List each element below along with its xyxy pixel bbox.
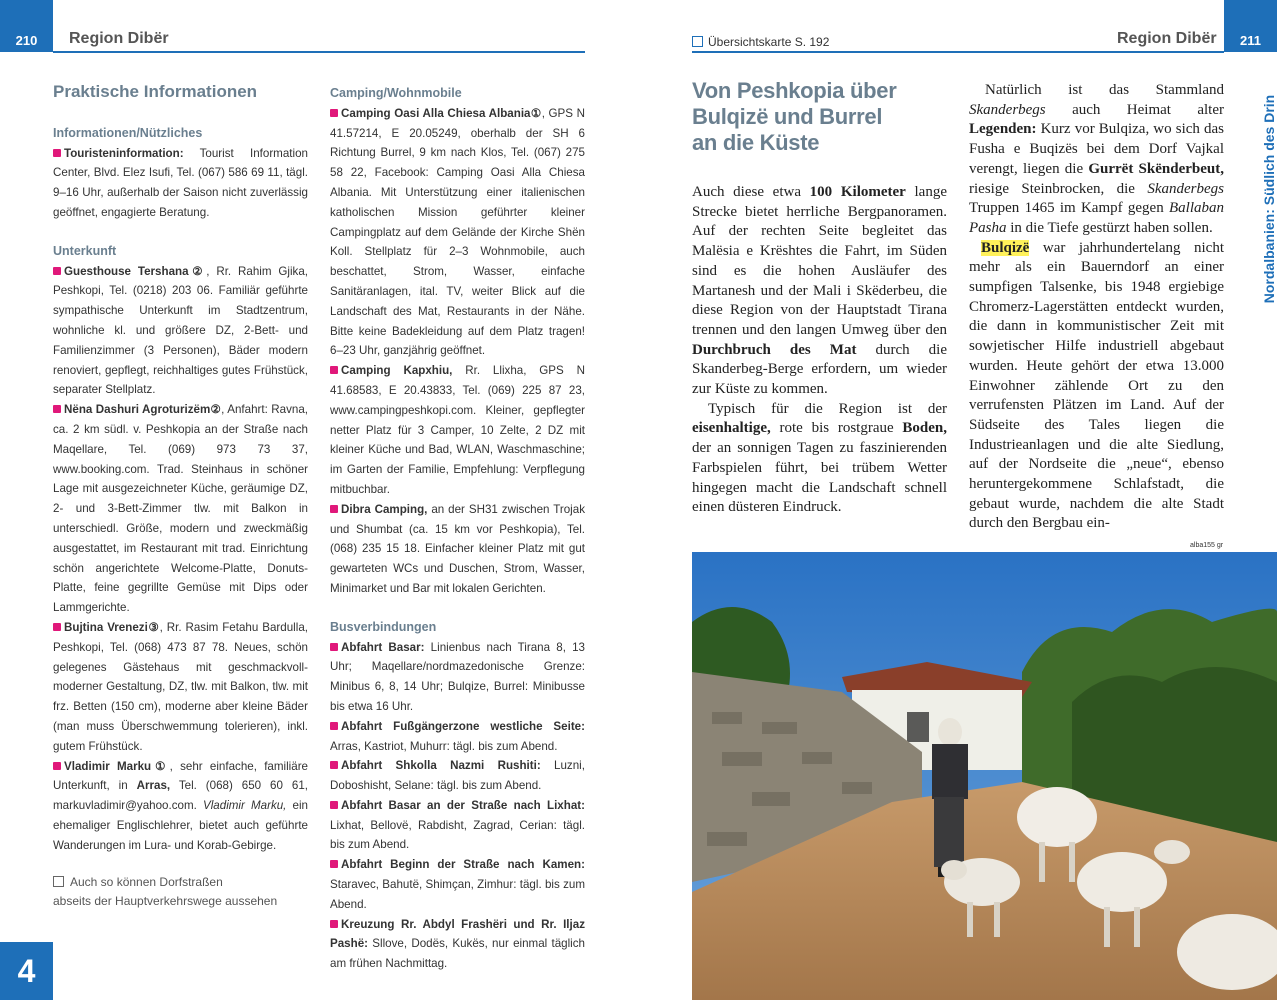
camping-entry: Dibra Camping, an der SH31 zwischen Trojak und Shumbat (ca. 15 km vor Peshkopia), Tel. (068) 235 15 18. Einfacher kleiner Platz mit gut gewarteten WCs und Duschen, Strom, Wasser, Minimarket und Bar mit lokalen Gerichten. <box>330 502 585 595</box>
bus-entry: Abfahrt Shkolla Nazmi Rushiti: Luzni, Doboshisht, Selane: tägl. bis zum Abend. <box>330 759 585 793</box>
bullet-icon <box>53 267 61 275</box>
bullet-icon <box>330 505 338 513</box>
article-paragraph: Bulqizë war jahrhundertelang nicht mehr als ein Bauerndorf an einer sumpfigen Talsenke, bis 1948 ergiebige Chromerz-Lagerstätten entdeckt wurden, die dann in kommunistischer Zeit mit sowjetischer Hilfe industriell abgebaut wurden. Heute gehört der etwa 13.000 Einwohner zählende Ort zu den verrufensten Plätzen im Land. Auf der Südseite des Tales liegen die Industrieanlagen und die alte Siedlung, auf der Nordseite die „neue“, ebenso heruntergekommene Schlafstadt, die gebaut wurde, nachdem die alte Stadt durch den Bergbau ein- <box>969 239 1224 532</box>
lodging-heading: Unterkunft <box>53 243 117 258</box>
bus-entry: Abfahrt Basar an der Straße nach Lixhat: Lixhat, Bellovë, Rabdisht, Zagrad, Cerian: tägl. bis zum Abend. <box>330 798 585 852</box>
bullet-icon <box>330 366 338 374</box>
bus-entry: Abfahrt Basar: Linienbus nach Tirana 8, 13 Uhr; Maqellare/nordmazedonische Grenze: Minibus 6, 8, 14 Uhr; Bulqize, Burrel: Minibusse bis etwa 16 Uhr. <box>330 640 585 713</box>
bullet-icon <box>330 761 338 769</box>
camping-entry: Camping Kapxhiu, Rr. Llixha, GPS N 41.68583, E 20.43833, Tel. (069) 225 87 23, www.campingpeshkopi.com. Kleiner, gepflegter netter Platz für 3 Camper, 10 Zelte, 2 DZ mit kleiner Küche und Bad, WLAN, Waschmaschine; im Garten der Familie, Empfehlung: Verpflegung mitbuchbar. <box>330 364 585 496</box>
bus-heading: Busverbindungen <box>330 619 437 634</box>
info-heading: Informationen/Nützliches <box>53 125 203 140</box>
article-paragraph: Typisch für die Region ist der eisenhaltige, rote bis rostgraue Boden, der an sonnigen Tagen zu faszinierenden Farbspielen führt, bei trübem Wetter hingegen macht die Landschaft schnell einen düsteren Eindruck. <box>692 400 947 516</box>
photo-credit: alba155 gr <box>1190 542 1224 549</box>
lodging-entry: Guesthouse Tershana②, Rr. Rahim Gjika, Peshkopi, Tel. (0218) 203 06. Familiär geführte sympathische Unterkunft im Stadtzentrum, wohnliche kl. und größere DZ, 2-Bett- und Familienzimmer (3 Personen), Bäder modern renoviert, gepflegt, reichhaltiges gutes Frühstück, separater Stellplatz. <box>53 264 308 397</box>
bullet-icon <box>330 920 338 928</box>
bullet-icon <box>53 149 61 157</box>
right-running-head: Region Dibër <box>1117 30 1217 47</box>
article-paragraph: Auch diese etwa 100 Kilometer lange Strecke bietet herrliche Bergpanoramen. Auf der rechten Seite begleitet das Malësia e Krështes die Fahrt, im Süden sind es die hohen Ausläufer des Martanesh und der Mali i Skëderbeu, die diese Region von der Hauptstadt Tirana trennen und den langen Umweg über den Durchbruch des Mat durch die Skanderbeg-Berge erfordern, um wieder zur Küste zu kommen. <box>692 184 947 398</box>
bullet-icon <box>330 801 338 809</box>
lodging-entry: Bujtina Vrenezi③, Rr. Rasim Fetahu Bardulla, Peshkopi, Tel. (068) 473 87 78. Neues, schön gelegenes Gästehaus mit geschmackvoll-moderner Gestaltung, DZ, tlw. mit Balkon, tlw. mit frz. Betten (150 cm), moderne aber kleine Bäder (man muss Überschwemmung tolerieren), inkl. gutem Frühstück. <box>53 620 308 753</box>
right-header-rule <box>692 51 1224 53</box>
overview-map-link[interactable]: Übersichtskarte S. 192 <box>692 35 829 49</box>
highlighted-term: Bulqizë <box>981 239 1030 256</box>
chapter-number-tab: 4 <box>0 942 53 1000</box>
lodging-entry: Nëna Dashuri Agroturizëm②, Anfahrt: Ravna, ca. 2 km südl. v. Peshkopia an der Straße nach Maqellare, Tel. (069) 973 73 37, www.booking.com. Trad. Steinhaus in schöner Lage mit ausgezeichneter Küche, geräumige DZ, 2- und 3-Bett-Zimmer tlw. mit Balkon in unterschiedl. Größe, modern und zweckmäßig ausgestattet, im Restaurant mit trad. Einrichtung schön angerichtete Welcome-Platte, Donuts-Platte, feine gegrillte Gemüse mit Dips oder Lammgerichte. <box>53 403 309 615</box>
info-entry: Touristeninformation: Tourist Information Center, Blvd. Elez Isufi, Tel. (067) 586 69 11, tägl. 9–16 Uhr, außerhalb der Saison nicht zuverlässig geöffnet, engagierte Beratung. <box>53 146 308 219</box>
left-column-1 <box>53 82 308 855</box>
chapter-vertical-title: Nordalbanien: Südlich des Drin <box>1261 94 1277 303</box>
bus-entry: Abfahrt Beginn der Straße nach Kamen: Staravec, Bahutë, Shimçan, Zimhur: tägl. bis zum Abend. <box>330 858 585 911</box>
lodging-entry: Vladimir Marku①, sehr einfache, familiäre Unterkunft, in Arras, Tel. (068) 650 60 61, markuvladimir@yahoo.com. Vladimir Marku, ein ehemaliger Englischlehrer, bietet auch geführte Wanderungen im Lura- und Korab-Gebirge. <box>53 759 309 852</box>
article-title: Von Peshkopia über Bulqizë und Burrel an die Küste <box>692 78 897 155</box>
photo-caption: Auch so können Dorfstraßen abseits der Hauptverkehrswege aussehen <box>53 875 278 908</box>
article-paragraph: Natürlich ist das Stammland Skanderbegs auch Heimat alter Legenden: Kurz vor Bulqiza, wo sich das Fusha e Buqizës bei dem Dorf Vajkal verengt, liegen die Gurrët Skënderbeut, riesige Steinbrocken, die Skanderbegs Truppen 1465 im Kampf gegen Ballaban Pasha in die Tiefe gestürzt haben sollen. <box>969 82 1224 236</box>
bullet-icon <box>53 762 61 770</box>
bullet-icon <box>330 643 338 651</box>
article-column-1 <box>692 183 947 518</box>
left-page-number: 210 <box>0 0 53 52</box>
camping-heading: Camping/Wohnmobile <box>330 86 462 100</box>
bullet-icon <box>330 722 338 730</box>
square-icon <box>692 36 703 47</box>
section-title: Praktische Informationen <box>53 82 258 101</box>
left-header-rule <box>53 51 585 53</box>
article-column-2 <box>969 81 1224 534</box>
bullet-icon <box>53 623 61 631</box>
bullet-icon <box>330 109 338 117</box>
caption-arrow-icon <box>53 876 64 887</box>
bus-entry: Abfahrt Fußgängerzone westliche Seite: Arras, Kastriot, Muhurr: tägl. bis zum Abend. <box>330 719 585 753</box>
left-running-head: Region Dibër <box>69 30 169 47</box>
left-column-2 <box>330 84 585 974</box>
bullet-icon <box>330 860 338 868</box>
bullet-icon <box>53 405 61 413</box>
bus-entry: Kreuzung Rr. Abdyl Frashëri und Rr. Iljaz Pashë: Sllove, Dodës, Kukës, nur einmal täglich am frühen Nachmittag. <box>330 917 585 971</box>
right-page-number: 211 <box>1224 0 1277 52</box>
camping-entry: Camping Oasi Alla Chiesa Albania①, GPS N 41.57214, E 20.05249, oberhalb der SH 6 Richtung Burrel, 9 km nach Klos, Tel. (067) 275 58 22, Facebook: Camping Oasi Alla Chiesa Albania. Mit Unterstützung einer italienischen katholischen Mission geführter kleiner Campingplatz auf dem Gelände der Kirche Shën Koll. Stellplatz für 2–3 Wohnmobile, auch beschattet, Strom, Wasser, einfache Sanitäranlagen, ital. TV, weiter Blick auf die Landschaft des Mat, Restaurants in der Nähe. Bitte keine Badekleidung auf dem Platz tragen! 6–23 Uhr, ganzjährig geöffnet. <box>330 106 585 358</box>
village-road-photo <box>692 552 1277 1000</box>
